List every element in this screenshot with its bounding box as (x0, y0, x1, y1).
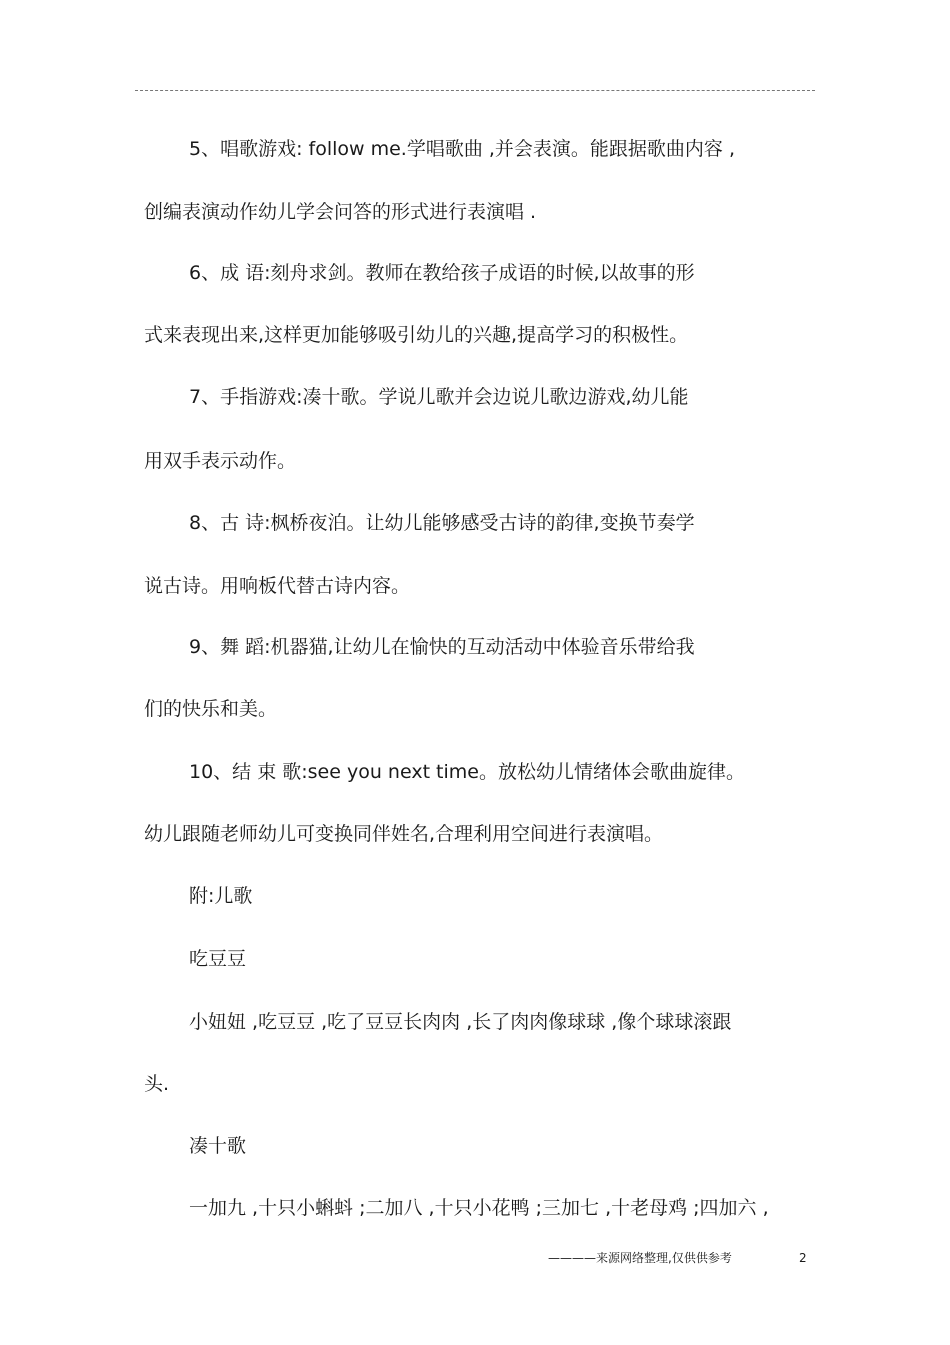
page-number: 2 (799, 1251, 807, 1265)
text-line: 式来表现出来,这样更加能够吸引幼儿的兴趣,提高学习的积极性。 (144, 324, 689, 346)
text-line: 说古诗。用响板代替古诗内容。 (144, 575, 411, 597)
text-line: 小妞妞 ,吃豆豆 ,吃了豆豆长肉肉 ,长了肉肉像球球 ,像个球球滚跟 (189, 1011, 732, 1033)
appendix-heading: 附:儿歌 (189, 885, 253, 907)
text-line: 9、舞 蹈:机器猫,让幼儿在愉快的互动活动中体验音乐带给我 (189, 636, 695, 658)
text-line: 用双手表示动作。 (144, 450, 297, 472)
text-line: 头. (144, 1073, 170, 1095)
footer-source-note: ————来源网络整理,仅供供参考 (548, 1251, 732, 1265)
text-line: 一加九 ,十只小蝌蚪 ;二加八 ,十只小花鸭 ;三加七 ,十老母鸡 ;四加六 , (189, 1197, 769, 1219)
text-line: 5、唱歌游戏: follow me.学唱歌曲 ,并会表演。能跟据歌曲内容 , (189, 138, 736, 160)
text-line: 6、成 语:刻舟求剑。教师在教给孩子成语的时候,以故事的形 (189, 262, 695, 284)
text-line: 8、古 诗:枫桥夜泊。让幼儿能够感受古诗的韵律,变换节奏学 (189, 512, 695, 534)
text-line: 10、结 束 歌:see you next time。放松幼儿情绪体会歌曲旋律。 (189, 761, 745, 783)
text-line: 幼儿跟随老师幼儿可变换同伴姓名,合理利用空间进行表演唱。 (144, 823, 664, 845)
rhyme-title: 凑十歌 (189, 1135, 247, 1157)
text-line: 7、手指游戏:凑十歌。学说儿歌并会边说儿歌边游戏,幼儿能 (189, 386, 689, 408)
text-line: 们的快乐和美。 (144, 698, 278, 720)
header-divider (135, 90, 815, 91)
text-line: 创编表演动作幼儿学会问答的形式进行表演唱 . (144, 201, 537, 223)
rhyme-title: 吃豆豆 (189, 948, 247, 970)
